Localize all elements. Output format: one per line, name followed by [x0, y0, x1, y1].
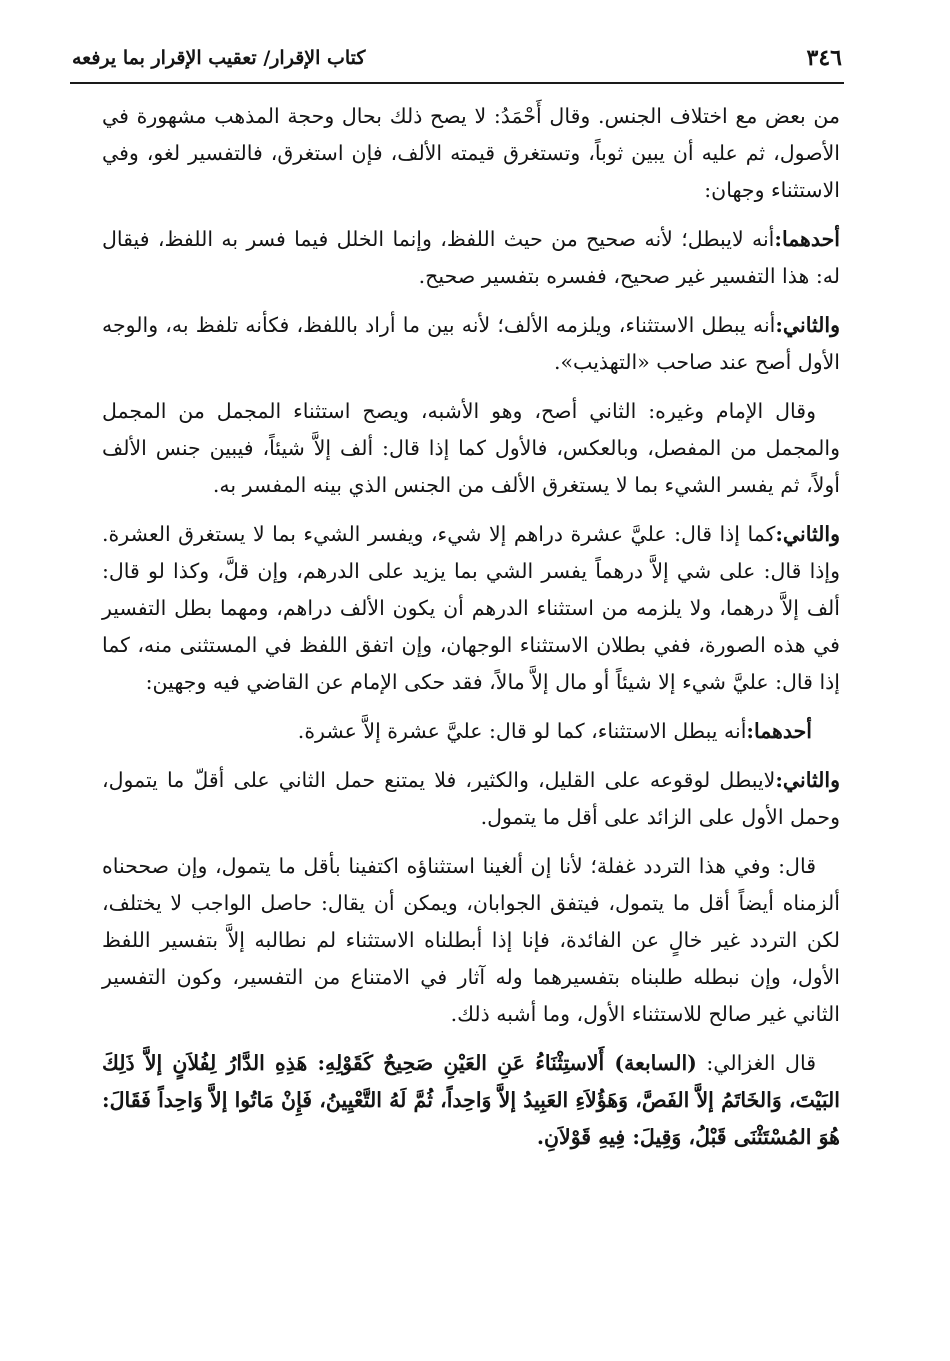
paragraph-text: من بعض مع اختلاف الجنس. وقال أَحْمَدُ: لا يصح ذلك بحال وحجة المذهب مشهورة في الأصول، ثم عليه أن يبين ثوباً، وتستغرق قيمته الألف، فإن استغرق، فالتفسير لغو، وفي الاستثناء وجهان:	[102, 104, 840, 202]
paragraph-text: وقال الإمام وغيره: الثاني أصح، وهو الأشبه، ويصح استثناء المجمل من المجمل والمجمل من المفصل، وبالعكس، فالأول كما إذا قال: ألف إلاَّ شيئاً، فيبين جنس الألف أولاً، ثم يفسر الشيء بما لا يستغرق الألف من الجنس الذي بينه المفسر به.	[102, 399, 840, 497]
page-number: ٣٤٦	[806, 45, 842, 71]
paragraph-lead: أحدهما:	[774, 227, 840, 251]
body-text	[102, 98, 840, 1168]
quote-prefix: قال الغزالي:	[696, 1051, 816, 1075]
chapter-title: كتاب الإقرار/ تعقيب الإقرار بما يرفعه	[72, 47, 366, 69]
paragraph-text: أنه لايبطل؛ لأنه صحيح من حيث اللفظ، وإنما الخلل فيما فسر به اللفظ، فيقال له: هذا التفسير غير صحيح، ففسره بتفسير صحيح.	[102, 227, 840, 288]
paragraph-text: أنه يبطل الاستثناء، ويلزمه الألف؛ لأنه بين ما أراد باللفظ، فكأنه تلفظ به، والوجه الأول أصح عند صاحب «التهذيب».	[102, 313, 840, 374]
paragraph-1	[102, 98, 840, 209]
paragraph-lead: والثاني:	[775, 768, 840, 792]
paragraph-text: كما إذا قال: عليَّ عشرة دراهم إلا شيء، ويفسر الشيء بما لا يستغرق العشرة. وإذا قال: على شي إلاَّ درهماً يفسر الشي بما يزيد على الدرهم، وإن قلَّ، وكذا لو قال: ألف إلاَّ درهما، ولا يلزمه من استثناء الدرهم أن يكون الألف دراهم، ومهما بطل التفسير في هذه الصورة، ففي بطلان الاستثناء الوجهان، وإن اتفق اللفظ في المستثنى منه، كما إذا قال: عليَّ شيء إلا شيئاً أو مال إلاَّ مالاً، فقد حكى الإمام عن القاضي فيه وجهين:	[102, 522, 840, 694]
paragraph-lead: والثاني:	[775, 522, 840, 546]
running-header	[72, 36, 842, 80]
paragraph-text: لايبطل لوقوعه على القليل، والكثير، فلا يمتنع حمل الثاني على أقلّ ما يتمول، وحمل الأول على الزائد على أقل ما يتمول.	[102, 768, 840, 829]
paragraph-6	[102, 713, 840, 750]
paragraph-3	[102, 307, 840, 381]
paragraph-9-ghazali-quote	[102, 1045, 840, 1156]
quote-text: (السابعة) أَلاستِثْنَاءُ عَنِ العَيْنِ صَحِيحٌ كَقَوْلِهِ: هَذِهِ الدَّارُ لِفُلاَنٍ إلاَّ ذَلِكَ البَيْتَ، وَالخَاتَمُ إلاَّ الفَصَّ، وَهَؤُلاَءِ العَبِيدُ إلاَّ وَاحِداً، ثُمَّ لَهُ التَّعْيِينُ، فَإِنْ مَاتُوا إلاَّ وَاحِداً فَقَالَ: هُوَ المُسْتَثْنَى قَبْلُ، وَقِيلَ: فِيهِ قَوْلاَنِ.	[102, 1051, 840, 1149]
paragraph-4	[102, 393, 840, 504]
paragraph-text: قال: وفي هذا التردد غفلة؛ لأنا إن ألغينا استثناؤه اكتفينا بأقل ما يتمول، وإن صححناه ألزمناه أيضاً أقل ما يتمول، فيتفق الجوابان، ويمكن أن يقال: حاصل الواجب لا يختلف، لكن التردد غير خالٍ عن الفائدة، فإنا إذا أبطلناه الاستثناء لم نطالبه إلاَّ بتفسير اللفظ الأول، وإن نبطله طلبناه بتفسيرهما وله آثار في الامتناع من التفسير، وكون التفسير الثاني غير صالح للاستثناء الأول، وما أشبه ذلك.	[102, 854, 840, 1026]
paragraph-5	[102, 516, 840, 701]
paragraph-7	[102, 762, 840, 836]
paragraph-text: أنه يبطل الاستثناء، كما لو قال: عليَّ عشرة إلاَّ عشرة.	[297, 719, 747, 743]
paragraph-2	[102, 221, 840, 295]
paragraph-8	[102, 848, 840, 1033]
paragraph-lead: أحدهما:	[746, 719, 812, 743]
header-rule	[70, 82, 844, 84]
paragraph-lead: والثاني:	[775, 313, 840, 337]
